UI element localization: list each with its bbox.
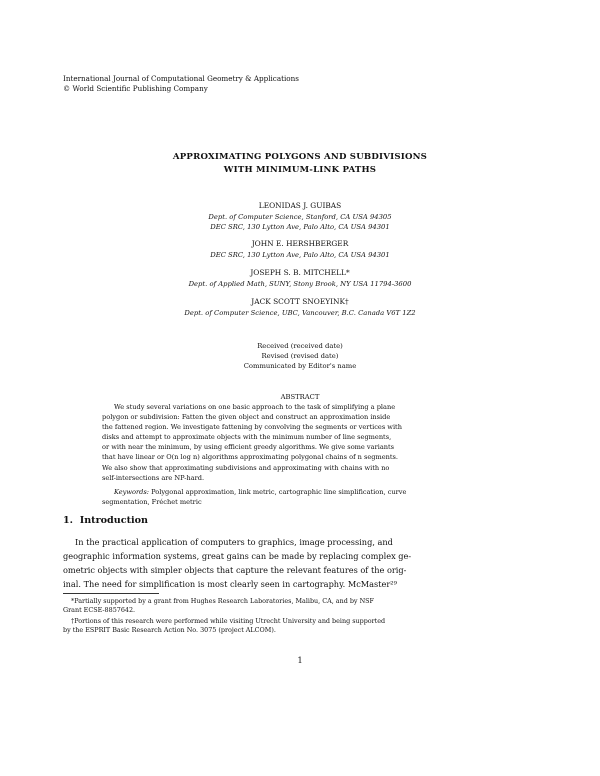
body-text (63, 535, 543, 591)
abstract-line: polygon or subdivision: Fatten the given object and construct an approximation inside (102, 413, 391, 422)
footnote-2 (63, 617, 543, 636)
author-affiliation: DEC SRC, 130 Lytton Ave, Palo Alto, CA USA 94301 (210, 223, 390, 231)
section-number: 1. (63, 515, 74, 526)
page-number: 1 (297, 655, 303, 665)
author-name: JOSEPH S. B. MITCHELL* (250, 268, 350, 277)
title-line-1: APPROXIMATING POLYGONS AND SUBDIVISIONS (172, 152, 428, 162)
footnote-line: †Portions of this research were performed while visiting Utrecht University and being supported (71, 617, 386, 625)
abstract-line: that have linear or O(n log n) algorithms approximating polygonal chains of n segments. (102, 453, 399, 462)
footnote-rule (63, 593, 159, 594)
title-line-2: WITH MINIMUM-LINK PATHS (223, 165, 377, 175)
abstract-line: or with near the minimum, by using efficient greedy algorithms. We give some variants (102, 443, 395, 452)
journal-copyright: © World Scientific Publishing Company (63, 83, 208, 93)
paper-title (0, 151, 600, 177)
author-name: JOHN E. HERSHBERGER (251, 239, 349, 248)
author-affiliation: Dept. of Applied Math, SUNY, Stony Brook, NY USA 11794-3600 (188, 280, 412, 288)
body-line: inal. The need for simplification is most clearly seen in cartography. McMaster²⁹ (63, 579, 397, 589)
footnote-1 (63, 597, 543, 616)
author-name: LEONIDAS J. GUIBAS (258, 201, 342, 210)
body-line: geographic information systems, great gains can be made by replacing complex ge- (63, 551, 412, 561)
keywords-label: Keywords: (114, 488, 149, 496)
received-date: Received (received date) (257, 342, 343, 350)
revised-date: Revised (revised date) (261, 352, 339, 361)
abstract-body (102, 402, 497, 483)
section-heading (63, 515, 148, 526)
keywords (102, 487, 497, 507)
abstract-line: self-intersections are NP-hard. (102, 473, 205, 482)
author-affiliation: Dept. of Computer Science, Stanford, CA USA 94305 (208, 213, 392, 221)
author-affiliation: Dept. of Computer Science, UBC, Vancouver, B.C. Canada V6T 1Z2 (184, 309, 416, 317)
abstract-line: We also show that approximating subdivisions and approximating with chains with no (102, 463, 390, 472)
footnote-line: Grant ECSE-8857642. (63, 606, 136, 615)
body-line: ometric objects with simpler objects that capture the relevant features of the orig- (63, 565, 407, 575)
footnote-line: *Partially supported by a grant from Hughes Research Laboratories, Malibu, CA, and by NSF (71, 597, 374, 605)
abstract-line: We study several variations on one basic approach to the task of simplifying a plane (114, 403, 396, 411)
keywords-text: segmentation, Fréchet metric (102, 498, 202, 507)
journal-name: International Journal of Computational Geometry & Applications (63, 74, 299, 83)
abstract-heading: ABSTRACT (280, 393, 320, 401)
section-title: Introduction (79, 515, 149, 526)
author-affiliation: DEC SRC, 130 Lytton Ave, Palo Alto, CA USA 94301 (210, 251, 390, 259)
footnote-line: by the ESPRIT Basic Research Action No. 3075 (project ALCOM). (63, 626, 276, 635)
keywords-text: Polygonal approximation, link metric, cartographic line simplification, curve (151, 488, 407, 496)
communicated-by: Communicated by Editor's name (243, 362, 357, 371)
abstract-line: the fattened region. We investigate fattening by convolving the segments or vertices with (102, 423, 402, 432)
submission-dates (0, 341, 600, 372)
author-name: JACK SCOTT SNOEYINK† (251, 297, 349, 306)
body-line: In the practical application of computers to graphics, image processing, and (75, 537, 393, 547)
abstract-line: disks and attempt to approximate objects with the minimum number of line segments, (102, 433, 392, 442)
journal-header (63, 74, 299, 93)
